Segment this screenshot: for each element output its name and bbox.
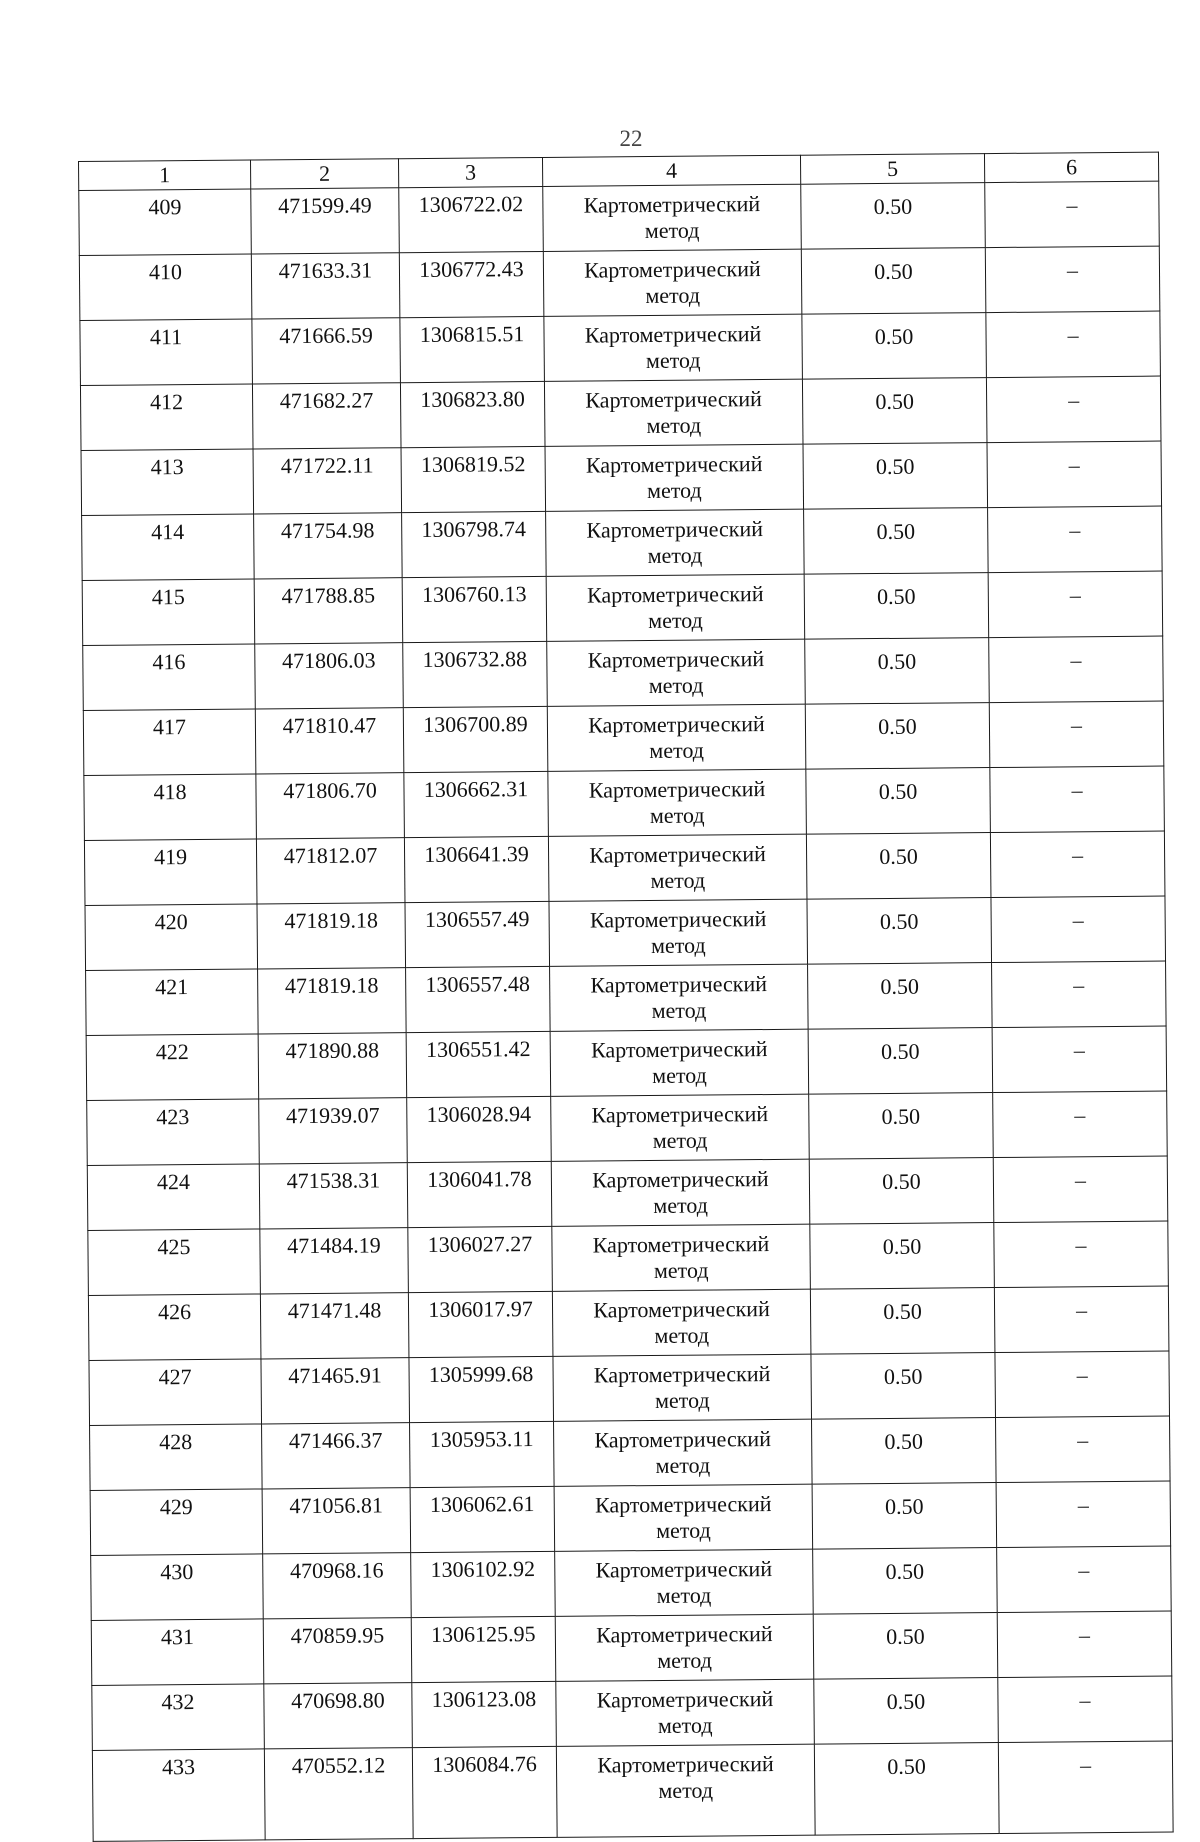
method-cell	[556, 1679, 815, 1746]
method-line-1: Картометрический	[594, 1491, 772, 1518]
method-cell	[553, 1354, 812, 1421]
error-cell: 0.50	[808, 963, 993, 1030]
method-line-2: метод	[650, 867, 706, 894]
method-line-2: метод	[652, 1062, 707, 1089]
error-cell: 0.50	[813, 1548, 998, 1615]
table-row	[91, 1546, 1172, 1620]
table-row	[86, 1026, 1167, 1100]
point-number-cell: 416	[83, 644, 256, 710]
method-line-1: Картометрический	[591, 1101, 769, 1128]
method-line-1: Картометрический	[588, 776, 766, 803]
method-line-2: метод	[656, 1517, 711, 1544]
table-row	[84, 766, 1165, 840]
error-cell: 0.50	[812, 1418, 997, 1485]
y-coordinate-cell: 1306125.95	[411, 1616, 556, 1682]
y-coordinate-cell: 1306732.88	[403, 641, 548, 707]
method-line-2: метод	[649, 737, 705, 764]
y-coordinate-cell: 1306700.89	[403, 706, 548, 772]
header-cell: 2	[250, 159, 398, 189]
x-coordinate-cell: 471466.37	[262, 1423, 411, 1489]
y-coordinate-cell: 1306815.51	[400, 316, 545, 382]
note-cell: –	[991, 896, 1166, 963]
y-coordinate-cell: 1305953.11	[410, 1421, 555, 1487]
method-line-1: Картометрический	[586, 516, 764, 543]
table-row	[80, 311, 1161, 385]
method-line-2: метод	[651, 997, 707, 1024]
x-coordinate-cell: 470859.95	[263, 1618, 412, 1684]
method-line-1: Картометрический	[597, 1750, 774, 1778]
point-number-cell: 417	[83, 709, 256, 775]
method-cell	[543, 249, 802, 316]
error-cell: 0.50	[809, 1158, 994, 1225]
table-row	[90, 1416, 1171, 1490]
x-coordinate-cell: 471754.98	[254, 513, 403, 579]
note-cell: –	[985, 181, 1160, 248]
x-coordinate-cell: 471633.31	[251, 253, 400, 319]
method-line-1: Картометрический	[586, 581, 764, 608]
point-number-cell: 432	[92, 1684, 265, 1750]
y-coordinate-cell: 1306819.52	[401, 446, 546, 512]
point-number-cell: 423	[87, 1099, 260, 1165]
method-line-2: метод	[652, 1127, 708, 1154]
table-row	[83, 701, 1164, 775]
coordinates-table	[78, 152, 1174, 1842]
point-number-cell: 421	[86, 969, 259, 1035]
y-coordinate-cell: 1306557.48	[406, 966, 551, 1032]
y-coordinate-cell: 1306102.92	[411, 1551, 556, 1617]
error-cell: 0.50	[814, 1743, 999, 1836]
point-number-cell: 409	[79, 189, 252, 255]
note-cell: –	[986, 311, 1161, 378]
table-row	[89, 1351, 1170, 1425]
error-cell: 0.50	[804, 573, 989, 640]
method-line-1: Картометрический	[592, 1231, 770, 1258]
method-cell	[555, 1614, 814, 1681]
method-line-1: Картометрический	[585, 451, 763, 478]
table-row	[84, 831, 1165, 905]
method-cell	[546, 509, 805, 576]
table-row	[85, 896, 1166, 970]
point-number-cell: 422	[86, 1034, 259, 1100]
error-cell: 0.50	[805, 638, 990, 705]
point-number-cell: 426	[88, 1294, 261, 1360]
x-coordinate-cell: 471939.07	[259, 1098, 408, 1164]
error-cell: 0.50	[808, 1028, 993, 1095]
y-coordinate-cell: 1306027.27	[408, 1226, 553, 1292]
table-row	[81, 441, 1162, 515]
method-line-2: метод	[645, 347, 701, 374]
method-line-1: Картометрический	[584, 321, 762, 348]
method-line-1: Картометрический	[590, 1036, 768, 1063]
note-cell: –	[994, 1221, 1169, 1288]
note-cell: –	[996, 1416, 1171, 1483]
x-coordinate-cell: 470698.80	[264, 1683, 413, 1749]
error-cell: 0.50	[807, 898, 992, 965]
y-coordinate-cell: 1306798.74	[402, 511, 547, 577]
error-cell: 0.50	[812, 1483, 997, 1550]
method-cell	[548, 769, 807, 836]
table-row	[92, 1741, 1173, 1841]
y-coordinate-cell: 1306084.76	[412, 1746, 557, 1838]
table-row	[88, 1286, 1169, 1360]
note-cell: –	[990, 831, 1165, 898]
note-cell: –	[998, 1741, 1173, 1834]
note-cell: –	[997, 1611, 1172, 1678]
method-line-2: метод	[648, 607, 703, 634]
point-number-cell: 429	[90, 1489, 263, 1555]
y-coordinate-cell: 1305999.68	[409, 1356, 554, 1422]
method-line-2: метод	[657, 1712, 713, 1738]
method-line-2: метод	[654, 1387, 710, 1414]
y-coordinate-cell: 1306823.80	[400, 381, 545, 447]
point-number-cell: 425	[88, 1229, 261, 1295]
error-cell: 0.50	[806, 833, 991, 900]
y-coordinate-cell: 1306641.39	[404, 836, 549, 902]
method-cell	[545, 444, 804, 511]
x-coordinate-cell: 471471.48	[260, 1293, 409, 1359]
method-line-2: метод	[656, 1582, 712, 1609]
method-line-2: метод	[646, 412, 702, 439]
header-cell: 6	[984, 152, 1158, 183]
method-cell	[554, 1419, 813, 1486]
table-row	[79, 246, 1160, 320]
method-line-2: метод	[653, 1257, 709, 1284]
method-line-1: Картометрический	[589, 906, 767, 933]
error-cell: 0.50	[802, 378, 987, 445]
table-row	[80, 376, 1161, 450]
method-cell	[551, 1094, 810, 1161]
error-cell: 0.50	[813, 1613, 998, 1680]
method-line-1: Картометрический	[590, 971, 768, 998]
method-line-2: метод	[657, 1647, 712, 1674]
note-cell: –	[996, 1481, 1171, 1548]
method-line-2: метод	[644, 217, 700, 244]
y-coordinate-cell: 1306760.13	[402, 576, 547, 642]
method-cell	[543, 184, 802, 251]
note-cell: –	[990, 766, 1165, 833]
error-cell: 0.50	[802, 313, 987, 380]
y-coordinate-cell: 1306772.43	[399, 251, 544, 317]
error-cell: 0.50	[806, 768, 991, 835]
method-cell	[546, 574, 805, 641]
x-coordinate-cell: 471682.27	[252, 383, 401, 449]
note-cell: –	[993, 1156, 1168, 1223]
method-cell	[550, 1029, 809, 1096]
method-line-1: Картометрический	[583, 191, 761, 218]
x-coordinate-cell: 471538.31	[259, 1163, 408, 1229]
note-cell: –	[989, 636, 1164, 703]
table-row	[87, 1091, 1168, 1165]
point-number-cell: 418	[84, 774, 257, 840]
method-cell	[549, 899, 808, 966]
header-cell: 1	[79, 160, 251, 190]
y-coordinate-cell: 1306123.08	[412, 1681, 557, 1747]
point-number-cell: 428	[90, 1424, 263, 1490]
y-coordinate-cell: 1306028.94	[407, 1096, 552, 1162]
x-coordinate-cell: 471465.91	[261, 1358, 410, 1424]
error-cell: 0.50	[803, 443, 988, 510]
x-coordinate-cell: 471819.18	[258, 968, 407, 1034]
point-number-cell: 427	[89, 1359, 262, 1425]
method-cell	[548, 834, 807, 901]
method-cell	[555, 1549, 814, 1616]
method-cell	[554, 1484, 813, 1551]
point-number-cell: 413	[81, 449, 254, 515]
method-cell	[544, 379, 803, 446]
point-number-cell: 420	[85, 904, 258, 970]
method-line-2: метод	[645, 282, 701, 309]
y-coordinate-cell: 1306551.42	[406, 1031, 551, 1097]
method-line-2: метод	[654, 1322, 710, 1349]
x-coordinate-cell: 470968.16	[263, 1553, 412, 1619]
error-cell: 0.50	[801, 183, 986, 250]
x-coordinate-cell: 471806.03	[255, 643, 404, 709]
method-cell	[551, 1159, 810, 1226]
header-cell: 4	[542, 155, 800, 186]
error-cell: 0.50	[805, 703, 990, 770]
point-number-cell: 433	[92, 1749, 265, 1841]
x-coordinate-cell: 471722.11	[253, 448, 402, 514]
method-line-2: метод	[648, 672, 704, 699]
x-coordinate-cell: 471890.88	[258, 1033, 407, 1099]
table-row	[82, 571, 1163, 645]
point-number-cell: 411	[80, 319, 253, 385]
x-coordinate-cell: 471806.70	[256, 773, 405, 839]
point-number-cell: 412	[80, 384, 253, 450]
method-line-1: Картометрический	[593, 1361, 771, 1388]
method-line-1: Картометрический	[585, 386, 762, 413]
table-row	[87, 1156, 1168, 1230]
method-cell	[552, 1224, 811, 1291]
method-line-2: метод	[655, 1452, 711, 1479]
point-number-cell: 430	[91, 1554, 264, 1620]
method-line-1: Картометрический	[587, 646, 765, 673]
point-number-cell: 415	[82, 579, 255, 645]
method-line-1: Картометрический	[588, 711, 765, 738]
y-coordinate-cell: 1306017.97	[408, 1291, 553, 1357]
table-row	[79, 181, 1160, 255]
y-coordinate-cell: 1306041.78	[407, 1161, 552, 1227]
method-line-1: Картометрический	[592, 1166, 769, 1193]
x-coordinate-cell: 470552.12	[264, 1748, 413, 1840]
error-cell: 0.50	[810, 1288, 995, 1355]
x-coordinate-cell: 471812.07	[256, 838, 405, 904]
point-number-cell: 431	[91, 1619, 264, 1685]
method-line-2: метод	[653, 1192, 709, 1219]
method-line-2: метод	[658, 1777, 714, 1803]
x-coordinate-cell: 471666.59	[252, 318, 401, 384]
method-cell	[550, 964, 809, 1031]
note-cell: –	[986, 376, 1161, 443]
method-cell	[556, 1744, 815, 1837]
y-coordinate-cell: 1306722.02	[399, 186, 544, 252]
header-cell: 3	[398, 157, 542, 187]
error-cell: 0.50	[810, 1223, 995, 1290]
header-cell: 5	[800, 154, 984, 185]
table-row	[91, 1611, 1172, 1685]
error-cell: 0.50	[814, 1678, 999, 1745]
note-cell: –	[988, 506, 1163, 573]
method-cell	[547, 639, 806, 706]
note-cell: –	[988, 571, 1163, 638]
method-line-2: метод	[650, 932, 706, 959]
note-cell: –	[998, 1676, 1173, 1743]
point-number-cell: 410	[79, 254, 252, 320]
method-cell	[544, 314, 803, 381]
method-line-1: Картометрический	[596, 1685, 774, 1713]
method-line-1: Картометрический	[594, 1426, 772, 1453]
table-row	[92, 1676, 1173, 1750]
method-cell	[547, 704, 806, 771]
y-coordinate-cell: 1306662.31	[404, 771, 549, 837]
y-coordinate-cell: 1306062.61	[410, 1486, 555, 1552]
error-cell: 0.50	[804, 508, 989, 575]
method-line-1: Картометрический	[584, 256, 761, 283]
x-coordinate-cell: 471599.49	[251, 188, 400, 254]
note-cell: –	[985, 246, 1160, 313]
y-coordinate-cell: 1306557.49	[405, 901, 550, 967]
note-cell: –	[992, 961, 1167, 1028]
error-cell: 0.50	[809, 1093, 994, 1160]
note-cell: –	[994, 1286, 1169, 1353]
method-line-1: Картометрический	[593, 1296, 770, 1323]
method-line-1: Картометрический	[589, 841, 766, 868]
method-line-2: метод	[649, 802, 705, 829]
error-cell: 0.50	[811, 1353, 996, 1420]
method-line-1: Картометрический	[595, 1555, 773, 1583]
x-coordinate-cell: 471056.81	[262, 1488, 411, 1554]
method-line-1: Картометрический	[596, 1620, 773, 1648]
method-cell	[552, 1289, 811, 1356]
note-cell: –	[995, 1351, 1170, 1418]
method-line-2: метод	[646, 477, 702, 504]
note-cell: –	[989, 701, 1164, 768]
table-row	[88, 1221, 1169, 1295]
point-number-cell: 414	[82, 514, 255, 580]
table-row	[86, 961, 1167, 1035]
table-row	[83, 636, 1164, 710]
table-row	[82, 506, 1163, 580]
note-cell: –	[992, 1026, 1167, 1093]
x-coordinate-cell: 471810.47	[255, 708, 404, 774]
x-coordinate-cell: 471819.18	[257, 903, 406, 969]
note-cell: –	[993, 1091, 1168, 1158]
page-number: 22	[619, 126, 643, 151]
x-coordinate-cell: 471484.19	[260, 1228, 409, 1294]
error-cell: 0.50	[801, 248, 986, 315]
method-line-2: метод	[647, 542, 703, 569]
point-number-cell: 424	[87, 1164, 260, 1230]
x-coordinate-cell: 471788.85	[254, 578, 403, 644]
note-cell: –	[997, 1546, 1172, 1613]
table-row	[90, 1481, 1171, 1555]
point-number-cell: 419	[84, 839, 257, 905]
note-cell: –	[987, 441, 1162, 508]
